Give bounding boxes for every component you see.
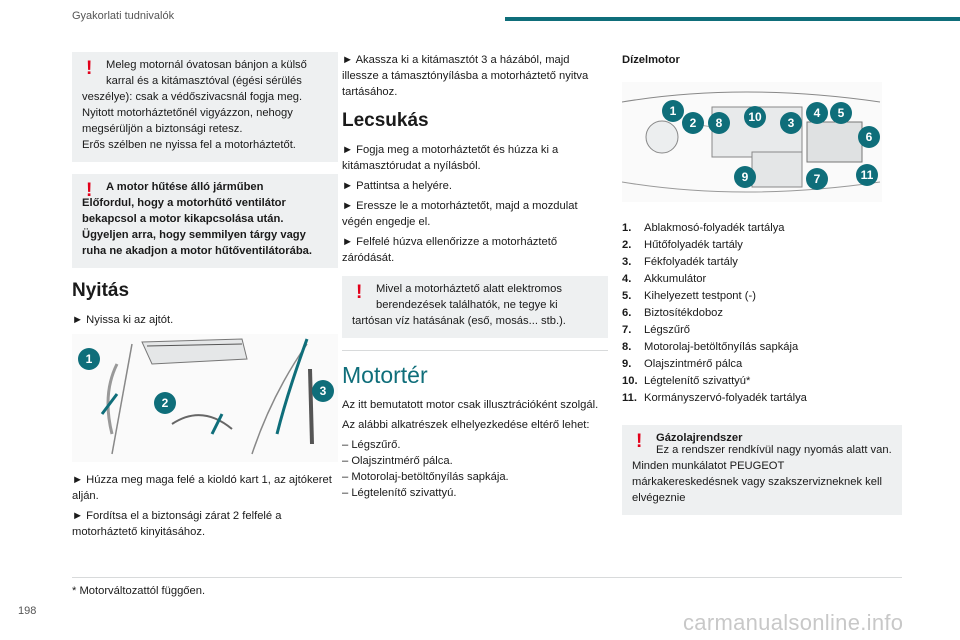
warning-text: Ez a rendszer rendkívül nagy nyomás alatt van. xyxy=(656,444,892,456)
step-text: ► Fogja meg a motorháztetőt és húzza ki a kitámasztórudat a nyílásból. xyxy=(342,144,559,172)
footnote-divider xyxy=(72,577,902,578)
warning-box-hot-engine xyxy=(72,52,338,162)
callout-8: 8 xyxy=(708,112,730,134)
warning-text: Erős szélben ne nyissa fel a motorháztetőt. xyxy=(82,139,296,151)
callout-11: 11 xyxy=(856,164,878,186)
warning-text: Ügyeljen arra, hogy semmilyen tárgy vagy ruha ne akadjon a motor hűtőventilátorába. xyxy=(82,229,312,257)
column-2 xyxy=(342,52,608,501)
list-item: 6. Biztosítékdoboz xyxy=(622,307,723,319)
warning-title: Gázolajrendszer xyxy=(656,432,743,444)
step-text: ► Húzza meg maga felé a kioldó kart 1, az ajtókeret alján. xyxy=(72,474,332,502)
column-1 xyxy=(72,52,338,544)
diesel-engine-title: Dízelmotor xyxy=(622,54,680,66)
warning-icon: ! xyxy=(356,282,363,303)
list-item: 7. Légszűrő xyxy=(622,324,691,336)
step-text: ► Nyissa ki az ajtót. xyxy=(72,314,174,326)
warning-text: Mivel a motorháztető alatt elektromos berendezések találhatók, ne tegye ki xyxy=(376,283,562,311)
warning-text: tartósan víz hatásának (eső, mosás... stb.). xyxy=(352,315,566,327)
running-header: Gyakorlati tudnivalók xyxy=(72,10,175,22)
hood-opening-illustration xyxy=(72,334,338,462)
callout-1: 1 xyxy=(662,100,684,122)
callout-2: 2 xyxy=(682,112,704,134)
callout-3: 3 xyxy=(780,112,802,134)
list-item: 11. Kormányszervó-folyadék tartálya xyxy=(622,392,807,404)
hood-illustration-svg xyxy=(72,334,338,462)
list-item: 8. Motorolaj-betöltőnyílás sapkája xyxy=(622,341,799,353)
step-text: ► Akassza ki a kitámasztót 3 a házából, majd illessze a támasztónyílásba a motorháztető nyitva tartásához. xyxy=(342,54,589,98)
section-divider xyxy=(342,350,608,351)
callout-3: 3 xyxy=(312,380,334,402)
warning-text: Meleg motornál óvatosan bánjon a külső karral és a kitámasztóval (égési sérülés xyxy=(106,59,307,87)
list-item: – Motorolaj-betöltőnyílás sapkája. xyxy=(342,471,509,483)
component-list xyxy=(622,220,902,407)
step-text: ► Fordítsa el a biztonsági zárat 2 felfelé a motorháztető kinyitásához. xyxy=(72,510,282,538)
warning-text: Minden munkálatot PEUGEOT márkakereskedésnek vagy szakszervizneknek kell elvégeznie xyxy=(632,460,882,504)
list-item: 4. Akkumulátor xyxy=(622,273,707,285)
list-item: 2. Hűtőfolyadék tartály xyxy=(622,239,743,251)
list-item: – Olajszintmérő pálca. xyxy=(342,455,453,467)
warning-text: Előfordul, hogy a motorhűtő ventilátor bekapcsol a motor kikapcsolása után. xyxy=(82,197,286,225)
intro-text: Az alábbi alkatrészek elhelyezkedése eltérő lehet: xyxy=(342,419,590,431)
engine-bay-illustration xyxy=(622,82,882,202)
section-title-engine-bay: Motortér xyxy=(342,362,428,388)
callout-9: 9 xyxy=(734,166,756,188)
warning-box-water xyxy=(342,276,608,338)
warning-box-fan xyxy=(72,174,338,268)
warning-text: veszélye): csak a védőszivacsnál fogja meg. Nyitott motorháztetőnél vigyázzon, nehogy megsérüljön a biztonsági retesz. xyxy=(82,91,303,135)
list-item: 5. Kihelyezett testpont (-) xyxy=(622,290,756,302)
heading-opening: Nyitás xyxy=(72,280,130,301)
callout-2: 2 xyxy=(154,392,176,414)
list-item: 1. Ablakmosó-folyadék tartálya xyxy=(622,222,785,234)
list-item: – Légtelenítő szivattyú. xyxy=(342,487,457,499)
callout-1: 1 xyxy=(78,348,100,370)
callout-7: 7 xyxy=(806,168,828,190)
list-item: 3. Fékfolyadék tartály xyxy=(622,256,738,268)
callout-5: 5 xyxy=(830,102,852,124)
warning-icon: ! xyxy=(86,180,93,201)
warning-icon: ! xyxy=(636,431,643,452)
step-text: ► Eressze le a motorháztetőt, majd a mozdulat végén engedje el. xyxy=(342,200,578,228)
callout-10: 10 xyxy=(744,106,766,128)
list-item: – Légszűrő. xyxy=(342,439,401,451)
watermark: carmanualsonline.info xyxy=(683,610,904,635)
column-3 xyxy=(622,52,902,527)
callout-6: 6 xyxy=(858,126,880,148)
list-item: 9. Olajszintmérő pálca xyxy=(622,358,743,370)
footnote: * Motorváltozattól függően. xyxy=(72,585,206,597)
intro-text: Az itt bemutatott motor csak illusztrációként szolgál. xyxy=(342,399,599,411)
step-text: ► Felfelé húzva ellenőrizze a motorháztető záródását. xyxy=(342,236,558,264)
header-accent-bar xyxy=(505,17,960,21)
step-text: ► Pattintsa a helyére. xyxy=(342,180,452,192)
warning-box-fuel-system xyxy=(622,425,902,515)
warning-icon: ! xyxy=(86,58,93,79)
heading-closing: Lecsukás xyxy=(342,110,429,131)
list-item: 10. Légtelenítő szivattyú* xyxy=(622,375,751,387)
warning-title: A motor hűtése álló járműben xyxy=(106,181,264,193)
page-number: 198 xyxy=(18,605,37,617)
callout-4: 4 xyxy=(806,102,828,124)
